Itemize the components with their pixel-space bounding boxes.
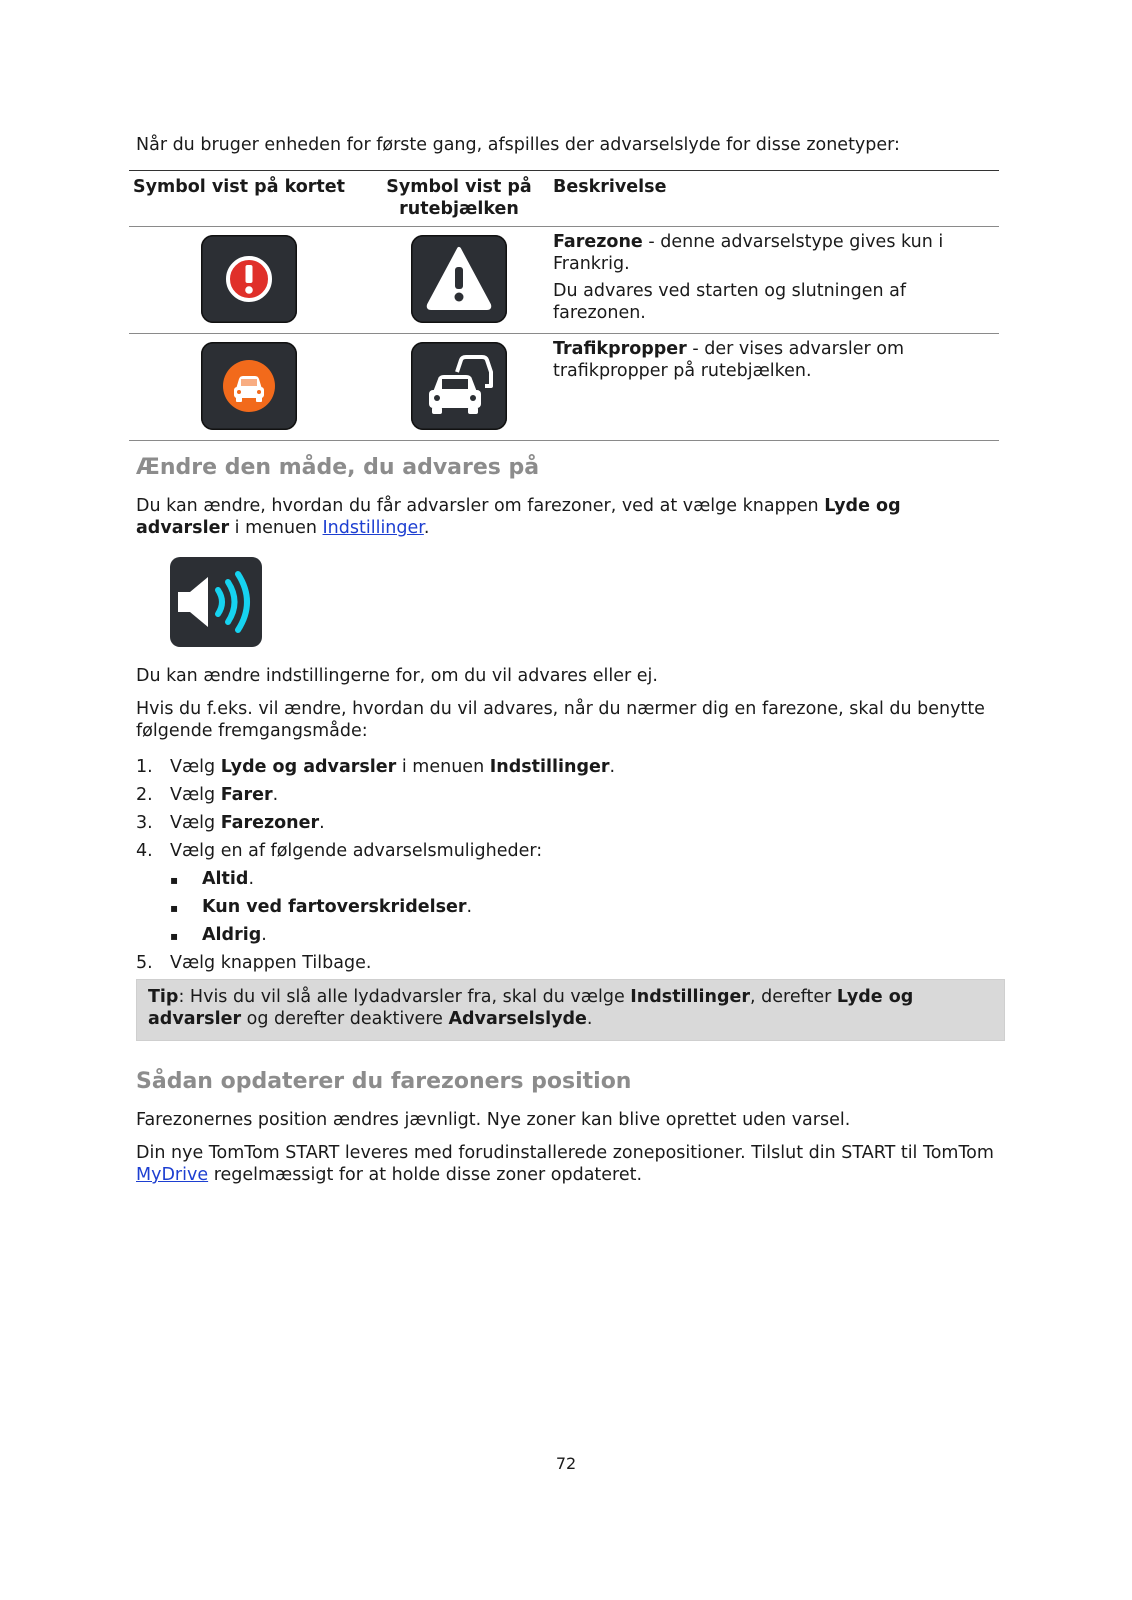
- mydrive-link[interactable]: MyDrive: [136, 1165, 209, 1185]
- section-heading-update-positions: Sådan opdaterer du farezoners position: [136, 1069, 632, 1094]
- bullet-icon: ▪: [170, 873, 179, 887]
- table-row: [129, 227, 999, 334]
- trafikpropper-description: Trafikpropper - der vises advarsler om trafikpropper på rutebjælken.: [549, 334, 999, 441]
- list-item: 5. Vælg knappen Tilbage.: [136, 953, 372, 973]
- paragraph-mydrive: Din nye TomTom START leveres med forudinstallerede zonepositioner. Tilslut din START til TomTom MyDrive regelmæssigt for at holde disse zoner opdateret.: [136, 1143, 994, 1185]
- bullet-icon: ▪: [170, 929, 179, 943]
- tip-box: Tip: Hvis du vil slå alle lydadvarsler fra, skal du vælge Indstillinger, derefter Lyde og advarsler og derefter deaktivere Advarselslyde.: [136, 979, 1005, 1041]
- zone-types-table: [129, 170, 999, 441]
- table-header-row: [129, 171, 999, 227]
- list-item: 2. Vælg Farer.: [136, 785, 279, 805]
- section-heading-change-warnings: Ændre den måde, du advares på: [136, 455, 540, 480]
- header-route-bar-symbol: Symbol vist på rutebjælken: [369, 171, 549, 227]
- procedure-steps: [136, 756, 615, 980]
- list-item: 4. Vælg en af følgende advarselsmuligheder:: [136, 841, 543, 861]
- paragraph-positions-change: Farezonernes position ændres jævnligt. Nye zoner kan blive oprettet uden varsel.: [136, 1110, 851, 1130]
- intro-paragraph: Når du bruger enheden for første gang, afspilles der advarselslyde for disse zonetyper:: [136, 135, 900, 155]
- paragraph-procedure-intro: Hvis du f.eks. vil ændre, hvordan du vil advares, når du nærmer dig en farezone, skal du benytte følgende fremgangsmåde:: [136, 699, 985, 741]
- bullet-icon: ▪: [170, 901, 179, 915]
- traffic-jam-car-icon: [201, 342, 297, 430]
- header-map-symbol: Symbol vist på kortet: [129, 171, 369, 227]
- sounds-and-warnings-speaker-icon: [170, 557, 262, 647]
- page-number: 72: [555, 1454, 577, 1473]
- list-item: 1. Vælg Lyde og advarsler i menuen Indstillinger.: [136, 757, 616, 777]
- warning-triangle-icon: [411, 235, 507, 323]
- settings-paragraph: Du kan ændre, hvordan du får advarsler om farezoner, ved at vælge knappen Lyde og advarsler i menuen Indstillinger.: [136, 496, 901, 538]
- header-description: Beskrivelse: [549, 171, 999, 227]
- settings-link[interactable]: Indstillinger: [322, 518, 424, 538]
- farezone-description: Farezone - denne advarselstype gives kun i Frankrig. Du advares ved starten og slutningen af farezonen.: [549, 227, 999, 334]
- traffic-jam-cars-icon: [411, 342, 507, 430]
- list-item: ▪ Aldrig.: [170, 925, 267, 945]
- paragraph-settings-info: Du kan ændre indstillingerne for, om du vil advares eller ej.: [136, 666, 658, 686]
- table-row: [129, 334, 999, 441]
- list-item: 3. Vælg Farezoner.: [136, 813, 325, 833]
- list-item: ▪ Altid.: [170, 869, 255, 889]
- danger-zone-exclamation-icon: [201, 235, 297, 323]
- list-item: ▪ Kun ved fartoverskridelser.: [170, 897, 473, 917]
